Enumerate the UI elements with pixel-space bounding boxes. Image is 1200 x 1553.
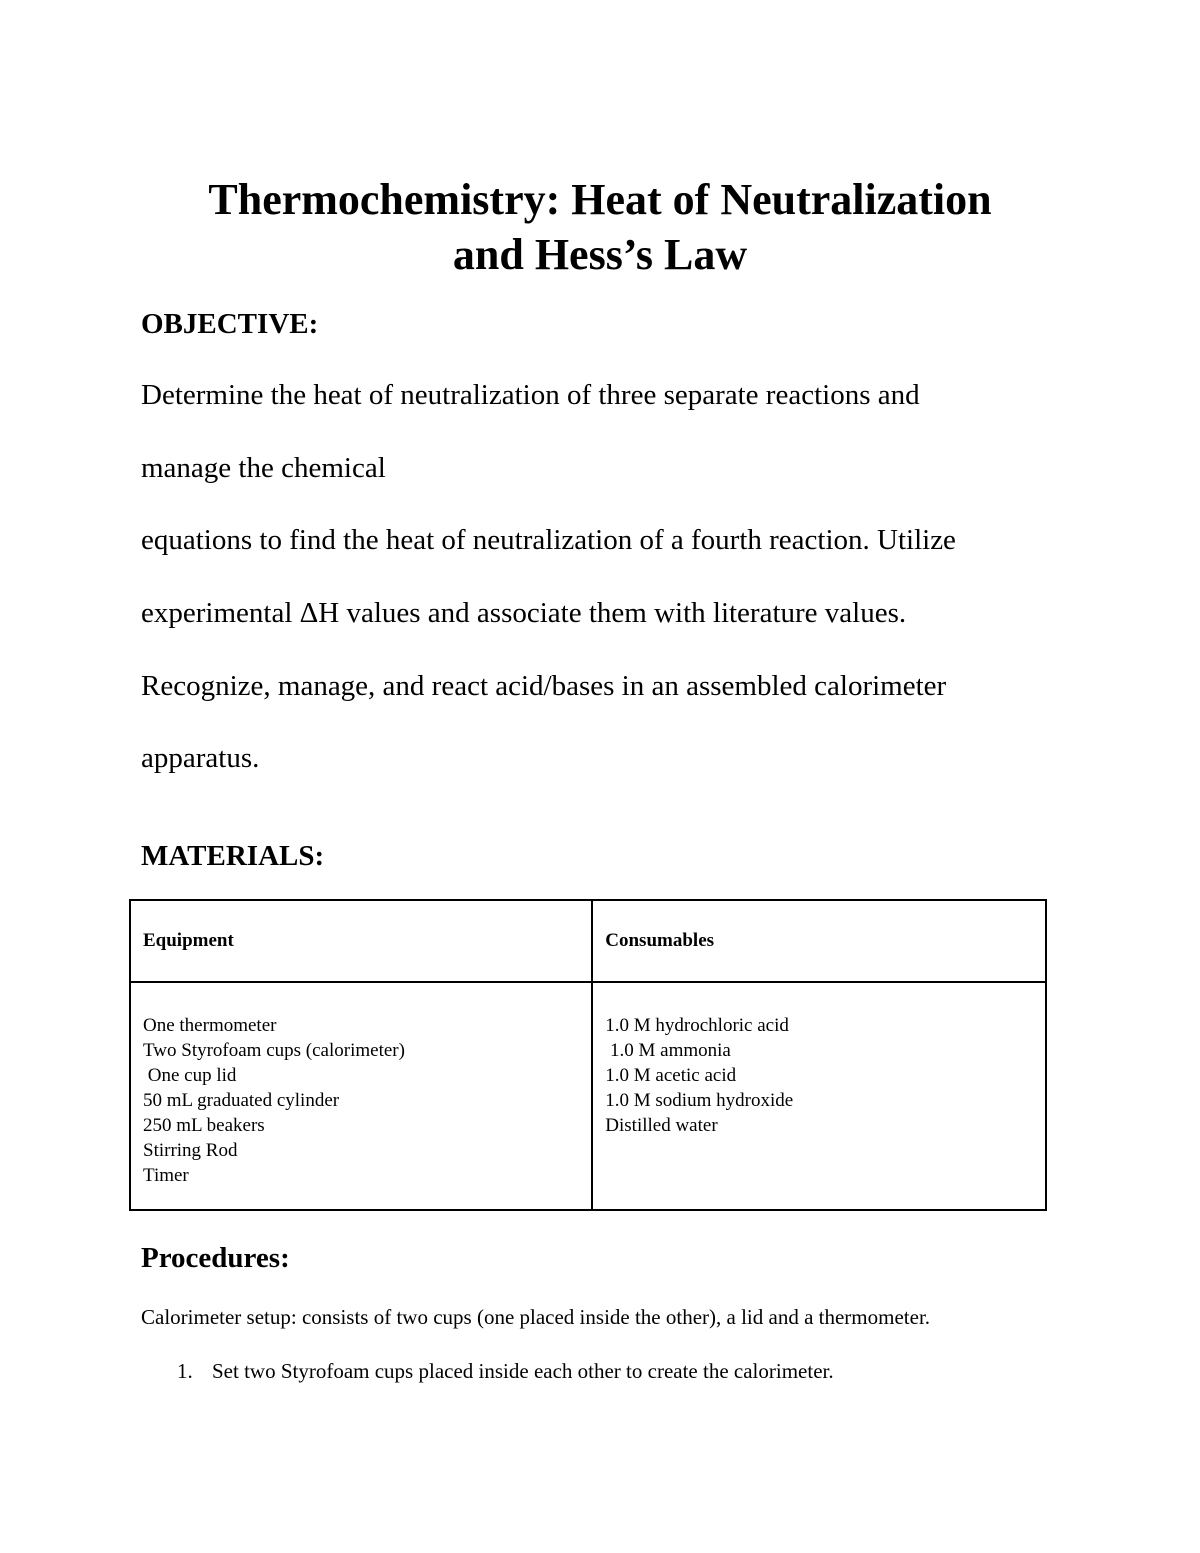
equipment-cell bbox=[130, 982, 592, 1210]
objective-line: manage the chemical bbox=[141, 452, 386, 484]
equipment-item: Stirring Rod bbox=[143, 1140, 238, 1161]
materials-heading: MATERIALS: bbox=[141, 840, 325, 872]
equipment-item: One thermometer bbox=[143, 1015, 277, 1036]
consumable-item: Distilled water bbox=[605, 1115, 718, 1136]
step-text: Set two Styrofoam cups placed inside each other to create the calorimeter. bbox=[212, 1359, 834, 1383]
page-title bbox=[0, 172, 1200, 282]
equipment-item: 50 mL graduated cylinder bbox=[143, 1090, 340, 1111]
consumable-item: 1.0 M hydrochloric acid bbox=[605, 1015, 789, 1036]
column-header-equipment: Equipment bbox=[130, 900, 592, 982]
equipment-item: 250 mL beakers bbox=[143, 1115, 265, 1136]
table-row bbox=[130, 982, 1046, 1210]
title-line-1: Thermochemistry: Heat of Neutralization bbox=[208, 175, 992, 224]
objective-line: Determine the heat of neutralization of three separate reactions and bbox=[141, 379, 920, 411]
objective-line: experimental ΔH values and associate them with literature values. bbox=[141, 597, 907, 629]
objective-line: Recognize, manage, and react acid/bases in an assembled calorimeter bbox=[141, 670, 947, 702]
title-line-2: and Hess’s Law bbox=[452, 230, 748, 279]
table-header-row bbox=[130, 900, 1046, 982]
step-number: 1. bbox=[177, 1359, 193, 1383]
objective-line: equations to find the heat of neutralization of a fourth reaction. Utilize bbox=[141, 524, 956, 556]
consumables-cell bbox=[592, 982, 1046, 1210]
calorimeter-setup-text: Calorimeter setup: consists of two cups (one placed inside the other), a lid and a thermometer. bbox=[141, 1305, 931, 1329]
column-header-consumables: Consumables bbox=[592, 900, 1046, 982]
equipment-item: One cup lid bbox=[143, 1065, 237, 1086]
materials-table bbox=[129, 899, 1047, 1211]
equipment-item: Timer bbox=[143, 1165, 189, 1186]
objective-line: apparatus. bbox=[141, 742, 260, 774]
consumable-item: 1.0 M acetic acid bbox=[605, 1065, 737, 1086]
consumable-item: 1.0 M ammonia bbox=[605, 1040, 731, 1061]
equipment-item: Two Styrofoam cups (calorimeter) bbox=[143, 1040, 405, 1061]
procedures-heading: Procedures: bbox=[141, 1242, 290, 1274]
consumable-item: 1.0 M sodium hydroxide bbox=[605, 1090, 794, 1111]
procedure-step bbox=[177, 1357, 834, 1385]
objective-heading: OBJECTIVE: bbox=[141, 308, 319, 340]
